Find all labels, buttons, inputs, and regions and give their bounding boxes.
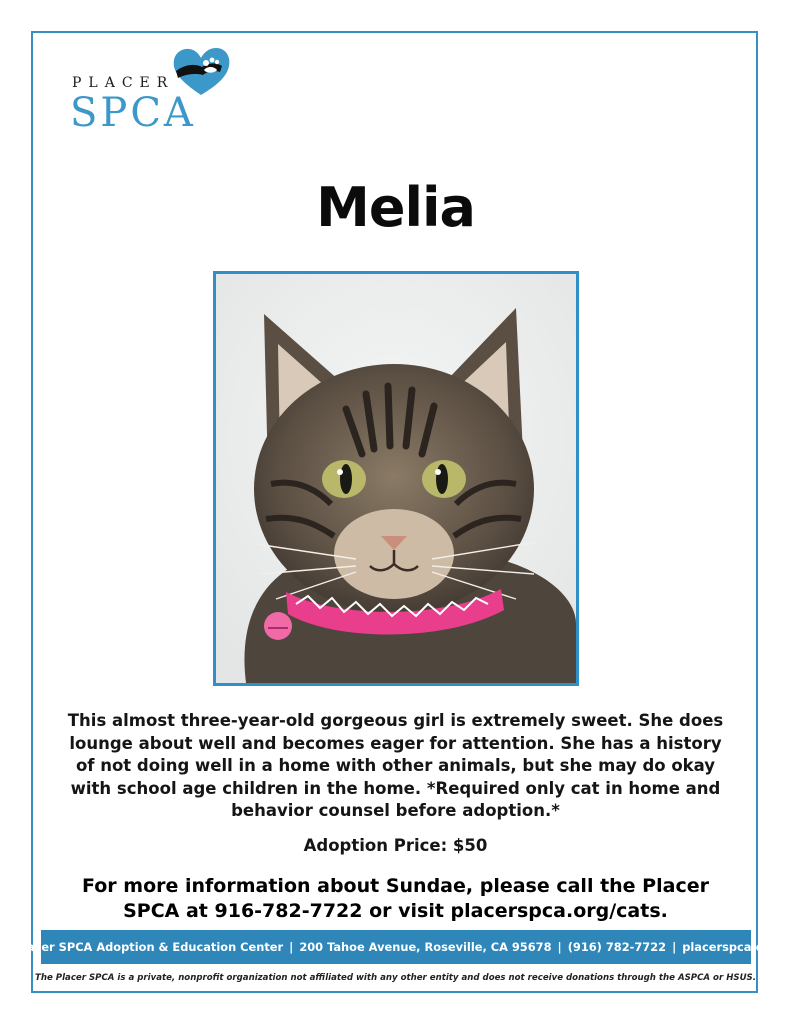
footer-separator: | [557, 940, 562, 954]
logo-spca-text: SPCA [70, 90, 196, 136]
footer-separator: | [289, 940, 294, 954]
footer-contact-bar [14, 930, 778, 964]
placer-spca-logo [70, 45, 235, 136]
contact-info: For more information about Sundae, please call the Placer SPCA at 916-782-7722 or visit placerspca.org/cats. [82, 875, 709, 922]
footer-center-name: Placer SPCA Adoption & Education Center [14, 940, 284, 954]
footer-website: placerspca.org [682, 940, 778, 954]
cat-photo [213, 271, 579, 686]
footer-address: 200 Tahoe Avenue, Roseville, CA 95678 [299, 940, 552, 954]
pet-name-title: Melia [316, 176, 475, 239]
footer-phone: (916) 782-7722 [567, 940, 667, 954]
adoption-price: Adoption Price: $50 [303, 836, 488, 855]
disclaimer-text: The Placer SPCA is a private, nonprofit organization not affiliated with any other entity and does not receive donations through the ASPCA or HSUS. [34, 973, 757, 983]
pet-description: This almost three-year-old gorgeous girl is extremely sweet. She does lounge about well and becomes eager for attention. She has a history of not doing well in a home with other animals, but she may do okay with school age children in the home. *Required only cat in home and behavior counsel before adoption.* [67, 711, 724, 820]
logo-placer-text: PLACER [72, 75, 175, 91]
footer-separator: | [672, 940, 677, 954]
tabby-cat-photo [216, 274, 576, 683]
